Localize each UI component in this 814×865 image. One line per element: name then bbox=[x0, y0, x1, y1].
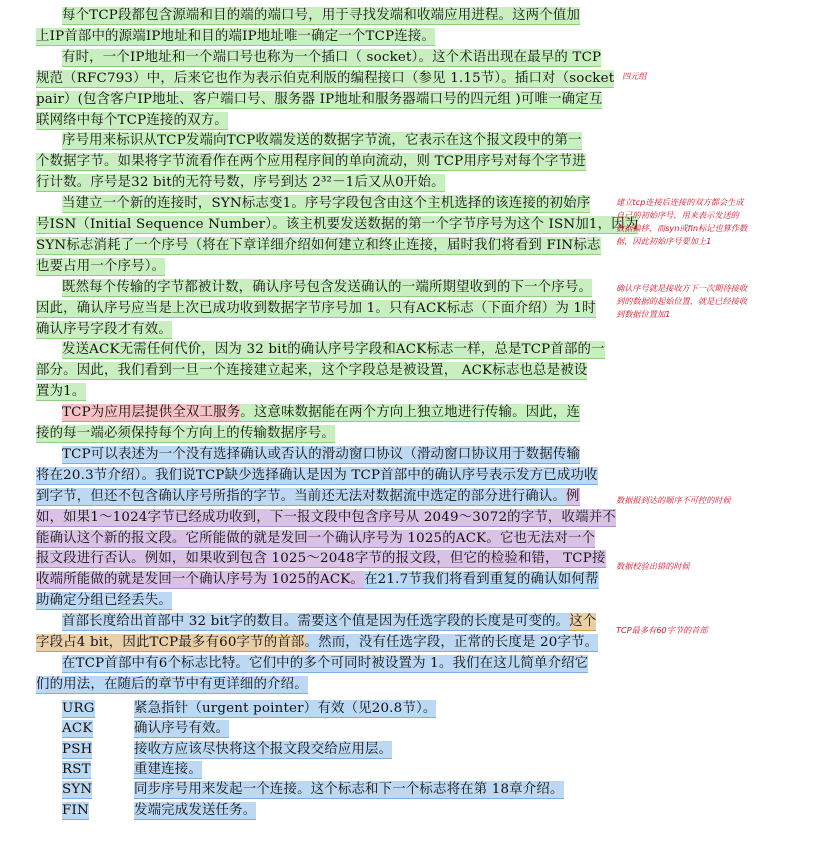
flag-name-text: URG bbox=[62, 700, 95, 716]
highlight-segment: 例 bbox=[566, 488, 580, 504]
text-line bbox=[36, 466, 598, 486]
flag-name bbox=[62, 780, 92, 800]
text-line bbox=[62, 194, 590, 214]
text-line bbox=[36, 675, 308, 695]
text-line bbox=[36, 487, 580, 507]
flag-description-text: 确认序号有效。 bbox=[134, 721, 230, 737]
flag-description bbox=[134, 719, 229, 739]
text-line bbox=[36, 424, 335, 444]
flag-description bbox=[134, 740, 392, 760]
flag-description-text: 紧急指针（urgent pointer）有效（见20.8节）。 bbox=[134, 700, 437, 716]
highlight-segment: 每个TCP段都包含源端和目的端的端口号，用于寻找发端和收端应用进程。这两个值加 bbox=[62, 8, 581, 23]
text-line bbox=[36, 215, 638, 235]
text-line bbox=[36, 570, 599, 590]
text-line bbox=[62, 131, 582, 151]
flag-name-text: PSH bbox=[62, 741, 93, 757]
flag-description bbox=[134, 699, 436, 719]
flag-name-text: RST bbox=[62, 761, 91, 777]
note-line: 自己的初始序号，用来表示发送的 bbox=[616, 210, 739, 220]
text-line bbox=[62, 340, 605, 360]
flag-name bbox=[62, 801, 89, 821]
text-line bbox=[36, 549, 606, 569]
highlight-segment: 这个 bbox=[569, 614, 597, 630]
highlight-segment: 例如，如果收到包含 1025～2048字节的报文段，但它的检验和错， TCP接 bbox=[144, 551, 606, 567]
text-line bbox=[36, 173, 445, 193]
highlight-segment: pair）(包含客户IP地址、客户端口号、服务器 IP地址和服务器端口号的四元组 )可唯一确定互 bbox=[36, 91, 603, 107]
highlight-segment: 当建立一个新的连接时，SYN标志变1。序号字段包含由这个主机选择的该连接的初始序 bbox=[62, 196, 591, 212]
highlight-segment: 到字节，但还不包含确认序号所指的字节。当前还无法对数据流中选定的部分进行确认。 bbox=[36, 488, 567, 504]
highlight-segment: 既然每个传输的字节都被计数，确认序号包含发送确认的一端所期望收到的下一个序号。 bbox=[62, 279, 593, 295]
text-line bbox=[62, 278, 592, 298]
highlight-segment: 部分。因此，我们看到一旦一个连接建立起来，这个字段总是被设置， ACK标志也总是被设 bbox=[36, 363, 588, 379]
text-line bbox=[36, 152, 586, 172]
highlight-segment: 将在20.3节介绍）。我们说TCP缺少选择确认是因为 TCP首部中的确认序号表示发方已成功收 bbox=[36, 467, 598, 483]
highlight-segment: 在21.7节我们将看到重复的确认如何帮 bbox=[364, 572, 599, 588]
text-line bbox=[62, 403, 580, 423]
text-line bbox=[36, 257, 165, 277]
highlight-segment: 发送ACK无需任何代价，因为 32 bit的确认序号字段和ACK标志一样，总是TCP首部的一 bbox=[62, 342, 605, 358]
highlight-segment: 上IP首部中的源端IP地址和目的端IP地址唯一确定一个TCP连接。 bbox=[36, 28, 436, 44]
highlight-segment: 联网络中每个TCP连接的双方。 bbox=[36, 112, 228, 128]
text-line bbox=[36, 236, 601, 256]
handwritten-note bbox=[616, 196, 747, 248]
highlight-segment: 规范（RFC793）中，后来它也作为表示伯克利版的编程接口（参见 1.15节）。插口对（socket bbox=[36, 70, 615, 86]
flag-description-text: 同步序号用来发起一个连接。这个标志和下一个标志将在第 18章介绍。 bbox=[134, 782, 564, 798]
text-line bbox=[62, 6, 580, 26]
text-line bbox=[36, 508, 616, 528]
note-line: 数据校验出错的时候 bbox=[616, 561, 690, 571]
note-line: 数据偏移，而syn或fin标记也算作数 bbox=[616, 223, 748, 233]
highlight-segment: 字段占4 bit，因此TCP最多有60字节的首部 bbox=[36, 635, 305, 650]
note-line: 建立tcp连接后连接的双方都会生成 bbox=[616, 197, 744, 207]
text-line bbox=[36, 633, 598, 653]
highlight-segment: 们的用法，在随后的章节中有更详细的介绍。 bbox=[36, 676, 308, 692]
handwritten-note bbox=[622, 70, 647, 83]
highlight-segment: TCP为应用层提供全双工服务 bbox=[62, 405, 241, 421]
flag-name bbox=[62, 760, 91, 780]
highlight-segment: 置为1。 bbox=[36, 384, 86, 400]
text-line bbox=[36, 299, 596, 319]
highlight-segment: 。然而，没有任选字段，正常的长度是 20字节。 bbox=[304, 635, 599, 650]
highlight-segment: 个数据字节。如果将字节流看作在两个应用程序间的单向流动，则 TCP用序号对每个字节进 bbox=[36, 154, 586, 170]
flag-name-text: ACK bbox=[62, 721, 93, 737]
text-line bbox=[62, 612, 596, 632]
flag-name bbox=[62, 699, 95, 719]
text-line bbox=[36, 111, 228, 131]
highlight-segment: 收端所能做的就是发回一个确认序号为 1025的ACK。 bbox=[36, 572, 365, 588]
highlight-segment: 首部长度给出首部中 32 bit字的数目。需要这个值是因为任选字段的长度是可变的。 bbox=[62, 614, 570, 630]
text-line bbox=[36, 27, 435, 47]
text-line bbox=[36, 90, 602, 110]
highlight-segment: 如，如果1～1024字节已经成功收到，下一报文段中包含序号从 2049～3072的字节，收端并不 bbox=[36, 509, 616, 525]
flag-name bbox=[62, 740, 92, 760]
highlight-segment: 助确定分组已经丢失。 bbox=[36, 593, 172, 609]
handwritten-note bbox=[616, 494, 731, 507]
text-line bbox=[62, 654, 588, 674]
highlight-segment: 有时，一个IP地址和一个端口号也称为一个插口（ socket）。这个术语出现在最早的 TCP bbox=[62, 49, 602, 65]
highlight-segment: 号ISN（Initial Sequence Number）。该主机要发送数据的第一个字节序号为这个 ISN加1，因为 bbox=[36, 217, 639, 232]
flag-description-text: 重建连接。 bbox=[134, 761, 202, 777]
text-line bbox=[62, 445, 580, 465]
highlight-segment: 行计数。序号是32 bit的无符号数，序号到达 2³²－1后又从0开始。 bbox=[36, 175, 445, 191]
handwritten-note bbox=[616, 282, 747, 321]
text-line bbox=[36, 382, 86, 402]
flag-description bbox=[134, 780, 564, 800]
note-line: 数据报到达的顺序不可控的时候 bbox=[616, 495, 731, 505]
text-line bbox=[36, 529, 595, 549]
flag-description-text: 接收方应该尽快将这个报文段交给应用层。 bbox=[134, 741, 393, 757]
text-line bbox=[36, 591, 172, 611]
highlight-segment: 。这意味数据能在两个方向上独立地进行传输。因此，连 bbox=[240, 405, 581, 421]
highlight-segment: 也要占用一个序号）。 bbox=[36, 258, 166, 274]
note-line: 确认序号就是接收方下一次期待接收 bbox=[616, 283, 748, 293]
flag-name-text: SYN bbox=[62, 782, 93, 798]
note-line: 四元组 bbox=[622, 71, 647, 81]
handwritten-note bbox=[616, 624, 708, 637]
text-line bbox=[62, 48, 601, 68]
highlight-segment: SYN标志消耗了一个序号（将在下章详细介绍如何建立和终止连接，届时我们将看到 FIN标志 bbox=[36, 237, 601, 253]
note-line: 到的数据的起始位置，就是已经接收 bbox=[616, 296, 748, 306]
note-line: 据，因此初始序号要加上1 bbox=[616, 236, 712, 246]
text-line bbox=[36, 361, 587, 381]
highlight-segment: 确认序号字段才有效。 bbox=[36, 321, 172, 337]
highlight-segment: 报文段进行否认。 bbox=[36, 551, 145, 567]
text-line bbox=[36, 320, 172, 340]
highlight-segment: 接的每一端必须保持每个方向上的传输数据序号。 bbox=[36, 426, 335, 441]
flag-name-text: FIN bbox=[62, 802, 89, 818]
highlight-segment: TCP可以表述为一个没有选择确认或否认的滑动窗口协议（滑动窗口协议用于数据传输 bbox=[62, 446, 581, 462]
flag-description-text: 发端完成发送任务。 bbox=[134, 802, 257, 818]
flag-name bbox=[62, 719, 93, 739]
flag-description bbox=[134, 760, 202, 780]
text-line bbox=[36, 69, 614, 89]
flag-description bbox=[134, 801, 256, 821]
note-line: TCP最多有60字节的首部 bbox=[616, 625, 708, 635]
highlight-segment: 序号用来标识从TCP发端向TCP收端发送的数据字节流，它表示在这个报文段中的第一 bbox=[62, 133, 582, 149]
note-line: 到数据位置加1 bbox=[616, 309, 671, 319]
highlight-segment: 能确认这个新的报文段。它所能做的就是发回一个确认序号为 1025的ACK。它也无法对一个 bbox=[36, 530, 596, 546]
handwritten-note bbox=[616, 560, 690, 573]
highlight-segment: 因此，确认序号应当是上次已成功收到数据字节序号加 1。只有ACK标志（下面介绍）为 1时 bbox=[36, 300, 596, 316]
highlight-segment: 在TCP首部中有6个标志比特。它们中的多个可同时被设置为 1。我们在这儿简单介绍它 bbox=[62, 655, 589, 671]
